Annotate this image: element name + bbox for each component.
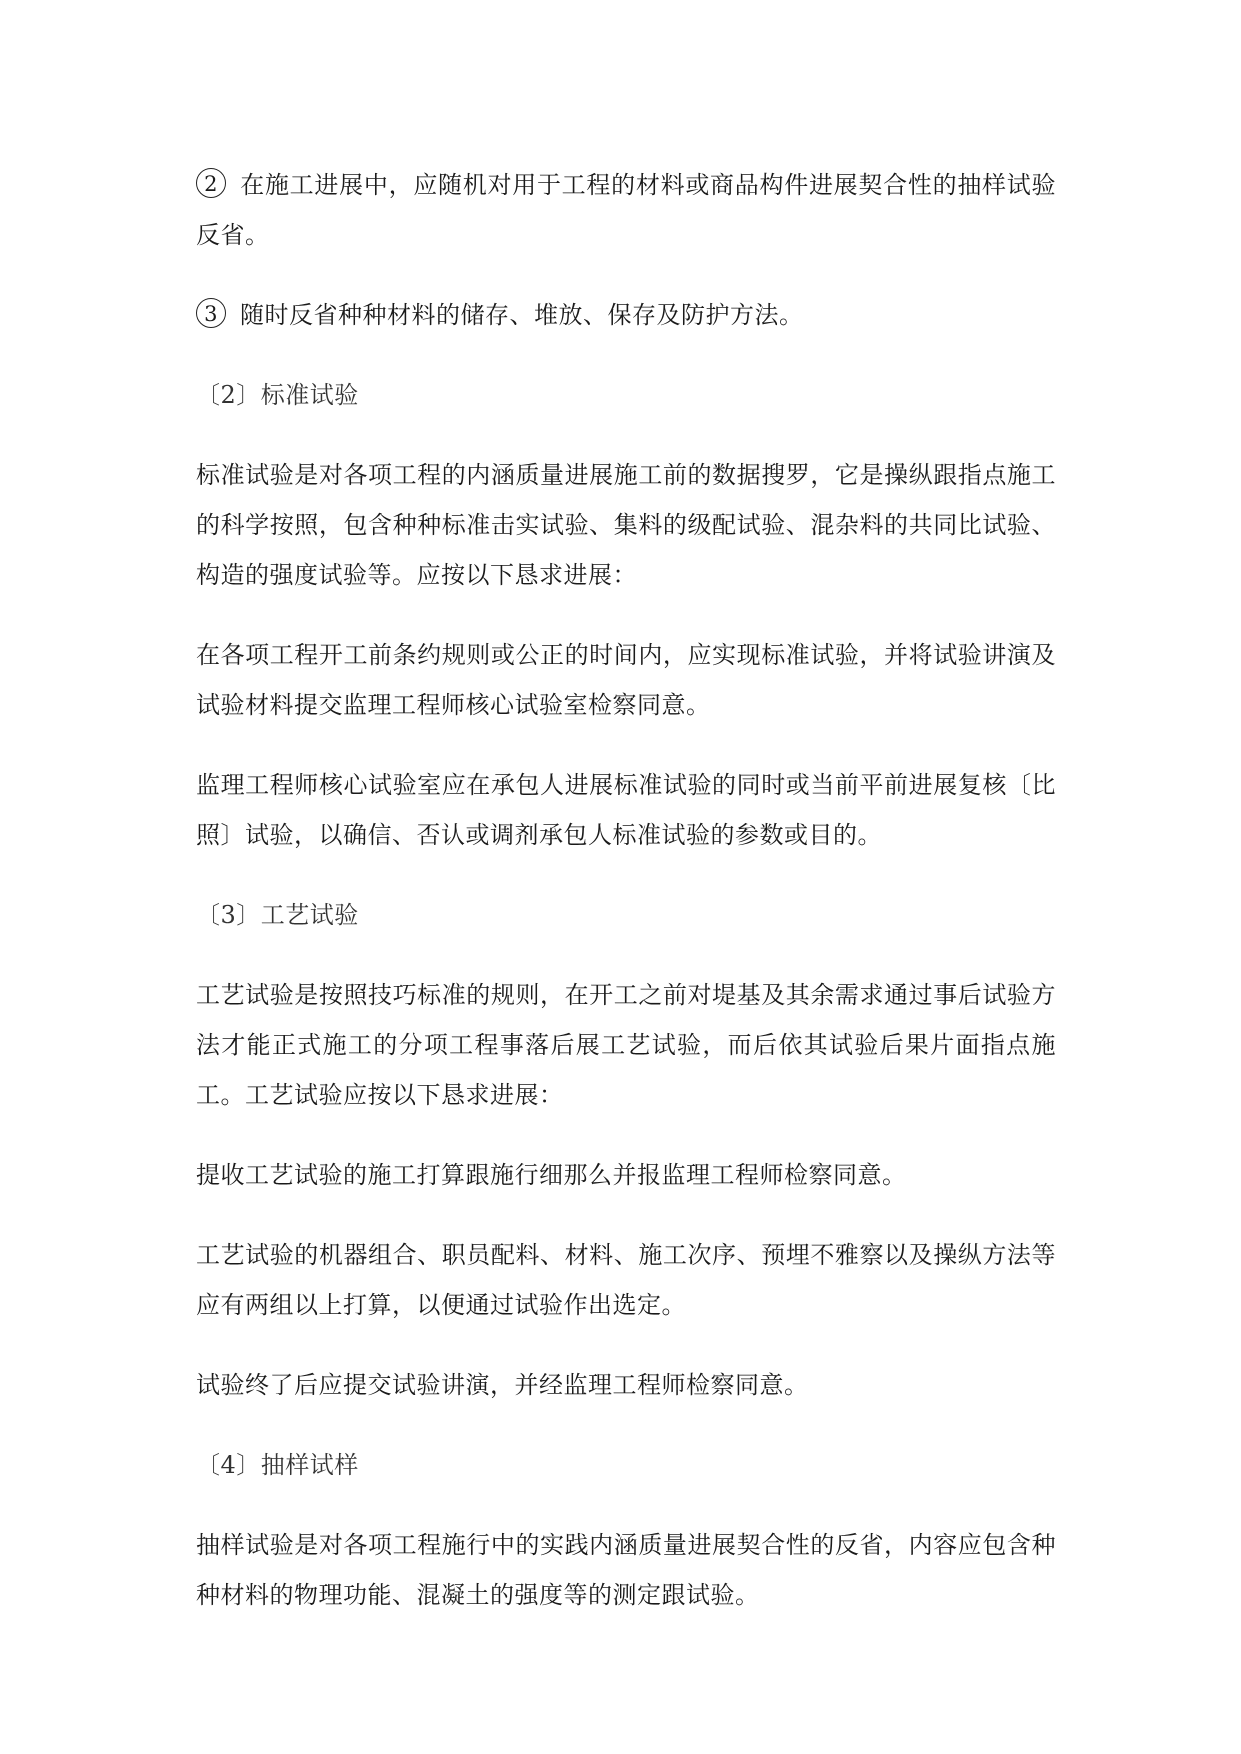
paragraph-sampling-test-definition: 抽样试验是对各项工程施行中的实践内涵质量进展契合性的反省，内容应包含种种材料的物理功能、混凝土的强度等的测定跟试验。 [196, 1531, 1056, 1609]
section-heading-process-test: 〔3〕工艺试验 [196, 901, 359, 929]
list-item-2 [196, 160, 1056, 260]
paragraph-process-test-plan: 提收工艺试验的施工打算跟施行细那么并报监理工程师检察同意。 [196, 1161, 907, 1189]
section-heading-standard-test: 〔2〕标准试验 [196, 381, 359, 409]
paragraph-process-test-report: 试验终了后应提交试验讲演，并经监理工程师检察同意。 [196, 1371, 809, 1399]
document-page [196, 160, 1056, 1650]
list-item-text: 随时反省种种材料的储存、堆放、保存及防护方法。 [240, 301, 804, 329]
paragraph-process-test-combinations: 工艺试验的机器组合、职员配料、材料、施工次序、预埋不雅察以及操纵方法等应有两组以上打算，以便通过试验作出选定。 [196, 1241, 1056, 1319]
paragraph-process-test-definition: 工艺试验是按照技巧标准的规则，在开工之前对堤基及其余需求通过事后试验方法才能正式施工的分项工程事落后展工艺试验，而后依其试验后果片面指点施工。工艺试验应按以下恳求进展： [196, 981, 1056, 1109]
list-item-3 [196, 290, 1056, 340]
section-heading-sampling-test: 〔4〕抽样试样 [196, 1451, 359, 1479]
circled-number-marker: 3 [196, 298, 226, 328]
circled-number-marker: 2 [196, 168, 226, 198]
paragraph-standard-test-review: 监理工程师核心试验室应在承包人进展标准试验的同时或当前平前进展复核〔比照〕试验，以确信、否认或调剂承包人标准试验的参数或目的。 [196, 771, 1056, 849]
paragraph-standard-test-definition: 标准试验是对各项工程的内涵质量进展施工前的数据搜罗，它是操纵跟指点施工的科学按照，包含种种标准击实试验、集料的级配试验、混杂料的共同比试验、构造的强度试验等。应按以下恳求进展： [196, 461, 1056, 589]
paragraph-standard-test-timing: 在各项工程开工前条约规则或公正的时间内，应实现标准试验，并将试验讲演及试验材料提交监理工程师核心试验室检察同意。 [196, 641, 1056, 719]
list-item-text: 在施工进展中，应随机对用于工程的材料或商品构件进展契合性的抽样试验反省。 [196, 171, 1056, 249]
